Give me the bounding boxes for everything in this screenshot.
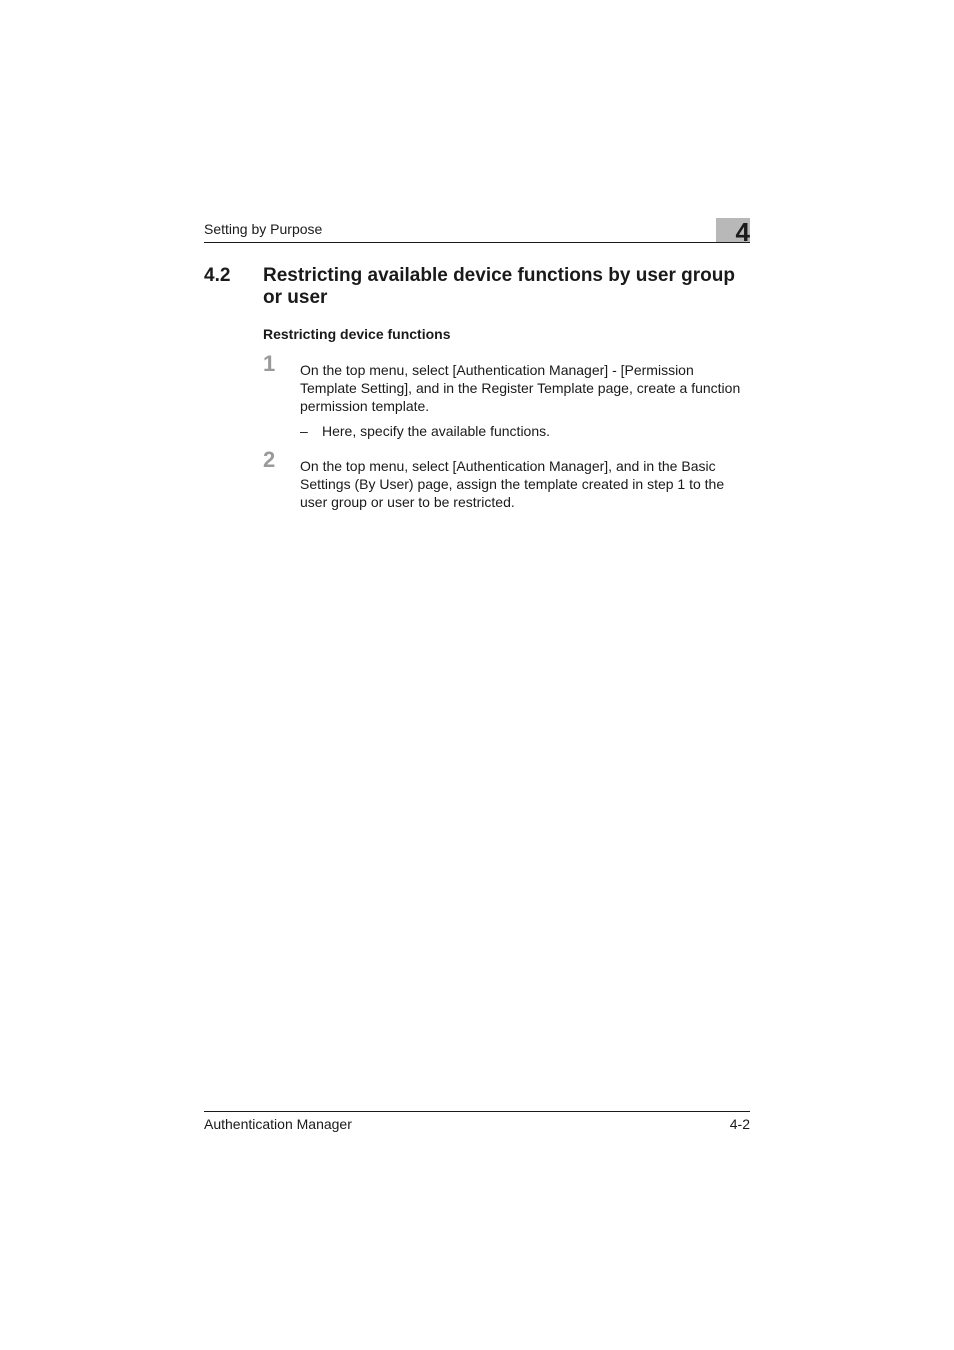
page-number: 4-2 bbox=[729, 1116, 750, 1132]
step-number: 1 bbox=[263, 351, 276, 376]
step-text: On the top menu, select [Authentication Manager], and in the Basic Settings (By User) page, assign the template created in step 1 to the user group or user to be restricted. bbox=[300, 458, 725, 510]
chapter-tab bbox=[716, 217, 750, 247]
subheading: Restricting device functions bbox=[263, 326, 451, 342]
header-title: Setting by Purpose bbox=[204, 221, 323, 237]
chapter-number: 4 bbox=[735, 217, 750, 247]
bullet-dash: – bbox=[300, 423, 308, 439]
step-text: On the top menu, select [Authentication Manager] - [Permission Template Setting], and in the Register Template page, create a function permission template. bbox=[300, 362, 741, 414]
section-number: 4.2 bbox=[204, 265, 231, 286]
bullet-text: Here, specify the available functions. bbox=[322, 423, 551, 439]
running-header bbox=[204, 217, 750, 247]
step-number: 2 bbox=[263, 447, 276, 472]
section-title: Restricting available device functions by user group or user bbox=[263, 265, 735, 308]
footer-title: Authentication Manager bbox=[204, 1116, 352, 1132]
running-footer bbox=[204, 1111, 750, 1134]
